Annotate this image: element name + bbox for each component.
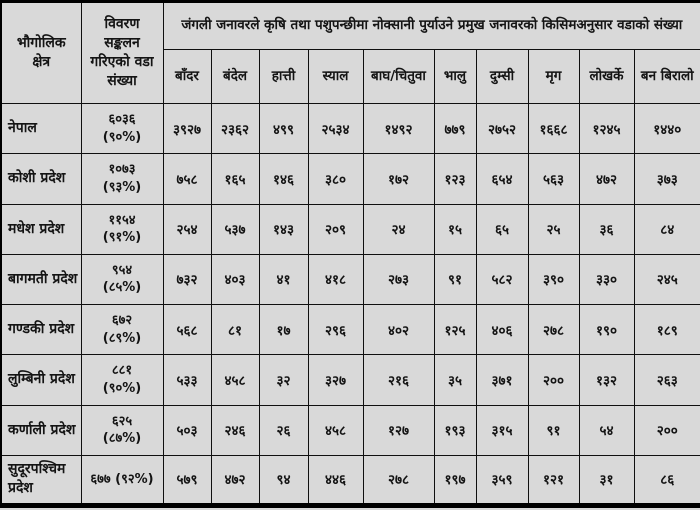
wards-percent: (९०%) <box>102 129 142 145</box>
region-cell: कोशी प्रदेश <box>1 154 81 204</box>
value-cell: ४७२ <box>211 455 259 505</box>
table-row <box>1 305 700 355</box>
value-cell: १२५ <box>434 305 476 355</box>
table-header <box>1 2 700 104</box>
value-cell: ६५४ <box>476 154 528 204</box>
wards-count-cell <box>81 204 163 254</box>
column-header-jackal: स्याल <box>308 50 363 104</box>
table-row <box>1 405 700 455</box>
value-cell: २५३४ <box>308 104 363 154</box>
wards-percent: (८७%) <box>102 431 142 447</box>
value-cell: ५०३ <box>163 405 211 455</box>
value-cell: १९७ <box>434 455 476 505</box>
value-cell: ९१ <box>434 254 476 304</box>
wards-percent: (८५%) <box>102 280 142 296</box>
value-cell: २४६ <box>211 405 259 455</box>
value-cell: २७८ <box>363 455 434 505</box>
value-cell: १४६ <box>259 154 308 204</box>
value-cell: ७५८ <box>163 154 211 204</box>
wards-number: ६७२ <box>111 313 133 329</box>
region-cell: मधेश प्रदेश <box>1 204 81 254</box>
value-cell: १५ <box>434 204 476 254</box>
value-cell: ५७९ <box>163 455 211 505</box>
value-cell: ४०२ <box>363 305 434 355</box>
value-cell: ३९२७ <box>163 104 211 154</box>
column-header-bear: भालु <box>434 50 476 104</box>
value-cell: २०० <box>634 405 700 455</box>
value-cell: ३७१ <box>476 355 528 405</box>
value-cell: ३५ <box>434 355 476 405</box>
value-cell: ५६८ <box>163 305 211 355</box>
value-cell: १८९ <box>634 305 700 355</box>
table-row <box>1 455 700 505</box>
wards-percent: (८९%) <box>102 330 142 346</box>
column-header-monkey: बाँदर <box>163 50 211 104</box>
column-header-squirrel: लोखर्के <box>579 50 634 104</box>
region-cell: नेपाल <box>1 104 81 154</box>
value-cell: १२७ <box>363 405 434 455</box>
wards-number: ११५४ <box>108 212 136 228</box>
value-cell: ७३२ <box>163 254 211 304</box>
wards-collected-header: विवरण सङ्कलन गरिएको वडा संख्या <box>81 2 163 104</box>
wards-count-cell <box>81 355 163 405</box>
table-row <box>1 204 700 254</box>
value-cell: २५ <box>528 204 579 254</box>
column-header-deer: मृग <box>528 50 579 104</box>
value-cell: १४४० <box>634 104 700 154</box>
value-cell: ७७९ <box>434 104 476 154</box>
region-cell: गण्डकी प्रदेश <box>1 305 81 355</box>
value-cell: १३२ <box>579 355 634 405</box>
value-cell: ४०६ <box>476 305 528 355</box>
value-cell: २५४ <box>163 204 211 254</box>
value-cell: ४९९ <box>259 104 308 154</box>
value-cell: १६५ <box>211 154 259 204</box>
value-cell: १२४५ <box>579 104 634 154</box>
value-cell: ९४ <box>259 455 308 505</box>
region-cell: सुदूरपश्चिम प्रदेश <box>1 455 81 505</box>
value-cell: २९६ <box>308 305 363 355</box>
wards-number: ९५४ <box>111 262 133 278</box>
value-cell: ४०३ <box>211 254 259 304</box>
value-cell: २६ <box>259 405 308 455</box>
table-row <box>1 355 700 405</box>
wards-count-cell <box>81 405 163 455</box>
value-cell: ३२७ <box>308 355 363 405</box>
value-cell: ४१८ <box>308 254 363 304</box>
value-cell: २७५२ <box>476 104 528 154</box>
value-cell: ४५८ <box>308 405 363 455</box>
value-cell: ३५९ <box>476 455 528 505</box>
region-cell: लुम्बिनी प्रदेश <box>1 355 81 405</box>
wards-number: ६७७ (९२%) <box>90 471 154 487</box>
region-cell: कर्णाली प्रदेश <box>1 405 81 455</box>
value-cell: २०९ <box>308 204 363 254</box>
column-header-elephant: हात्ती <box>259 50 308 104</box>
column-header-wild-boar: बंदेल <box>211 50 259 104</box>
column-header-porcupine: दुम्सी <box>476 50 528 104</box>
value-cell: ४७२ <box>579 154 634 204</box>
wards-count-cell <box>81 455 163 505</box>
value-cell: ५८२ <box>476 254 528 304</box>
value-cell: ३३० <box>579 254 634 304</box>
value-cell: २३६२ <box>211 104 259 154</box>
value-cell: १७२ <box>363 154 434 204</box>
value-cell: ८१ <box>211 305 259 355</box>
value-cell: १४३ <box>259 204 308 254</box>
value-cell: ३७३ <box>634 154 700 204</box>
wards-percent: (९१%) <box>102 230 142 246</box>
value-cell: ४५८ <box>211 355 259 405</box>
table-row <box>1 254 700 304</box>
value-cell: ९१ <box>528 405 579 455</box>
value-cell: ४४६ <box>308 455 363 505</box>
value-cell: २६३ <box>634 355 700 405</box>
wards-number: ६०३६ <box>108 112 136 128</box>
value-cell: ३१ <box>579 455 634 505</box>
wards-percent: (९३%) <box>102 179 142 195</box>
value-cell: १९० <box>579 305 634 355</box>
value-cell: १२३ <box>434 154 476 204</box>
wards-count-cell <box>81 104 163 154</box>
value-cell: ८४ <box>634 204 700 254</box>
value-cell: ५४ <box>579 405 634 455</box>
header-row-span <box>1 2 700 50</box>
wards-count-cell <box>81 154 163 204</box>
value-cell: ३९० <box>528 254 579 304</box>
value-cell: ६५ <box>476 204 528 254</box>
column-header-wild-cat: बन बिरालो <box>634 50 700 104</box>
value-cell: २१६ <box>363 355 434 405</box>
value-cell: ४१ <box>259 254 308 304</box>
wards-number: ६२५ <box>111 413 133 429</box>
value-cell: २४ <box>363 204 434 254</box>
wards-count-cell <box>81 305 163 355</box>
wards-number: १०७३ <box>108 162 136 178</box>
region-cell: बागमती प्रदेश <box>1 254 81 304</box>
value-cell: १२१ <box>528 455 579 505</box>
column-header-tiger-leopard: बाघ/चितुवा <box>363 50 434 104</box>
value-cell: १७ <box>259 305 308 355</box>
value-cell: ३२ <box>259 355 308 405</box>
value-cell: २०० <box>528 355 579 405</box>
value-cell: २७८ <box>528 305 579 355</box>
geographic-area-header: भौगोलिक क्षेत्र <box>1 2 81 104</box>
table-row <box>1 104 700 154</box>
wards-percent: (९०%) <box>102 380 142 396</box>
wards-count-cell <box>81 254 163 304</box>
value-cell: १९३ <box>434 405 476 455</box>
value-cell: ५३३ <box>163 355 211 405</box>
animal-damage-span-header: जंगली जनावरले कृषि तथा पशुपन्छीमा नोक्सानी पुर्याउने प्रमुख जनावरको किसिमअनुसार वडाको संख्या <box>163 2 700 50</box>
wards-number: ८८१ <box>111 363 133 379</box>
value-cell: ८६ <box>634 455 700 505</box>
table-body <box>1 104 700 506</box>
value-cell: ५३७ <box>211 204 259 254</box>
value-cell: १४९२ <box>363 104 434 154</box>
value-cell: ३१५ <box>476 405 528 455</box>
value-cell: ५६३ <box>528 154 579 204</box>
value-cell: २७३ <box>363 254 434 304</box>
value-cell: २४५ <box>634 254 700 304</box>
value-cell: ३६ <box>579 204 634 254</box>
value-cell: १६६८ <box>528 104 579 154</box>
table-row <box>1 154 700 204</box>
value-cell: ३८० <box>308 154 363 204</box>
